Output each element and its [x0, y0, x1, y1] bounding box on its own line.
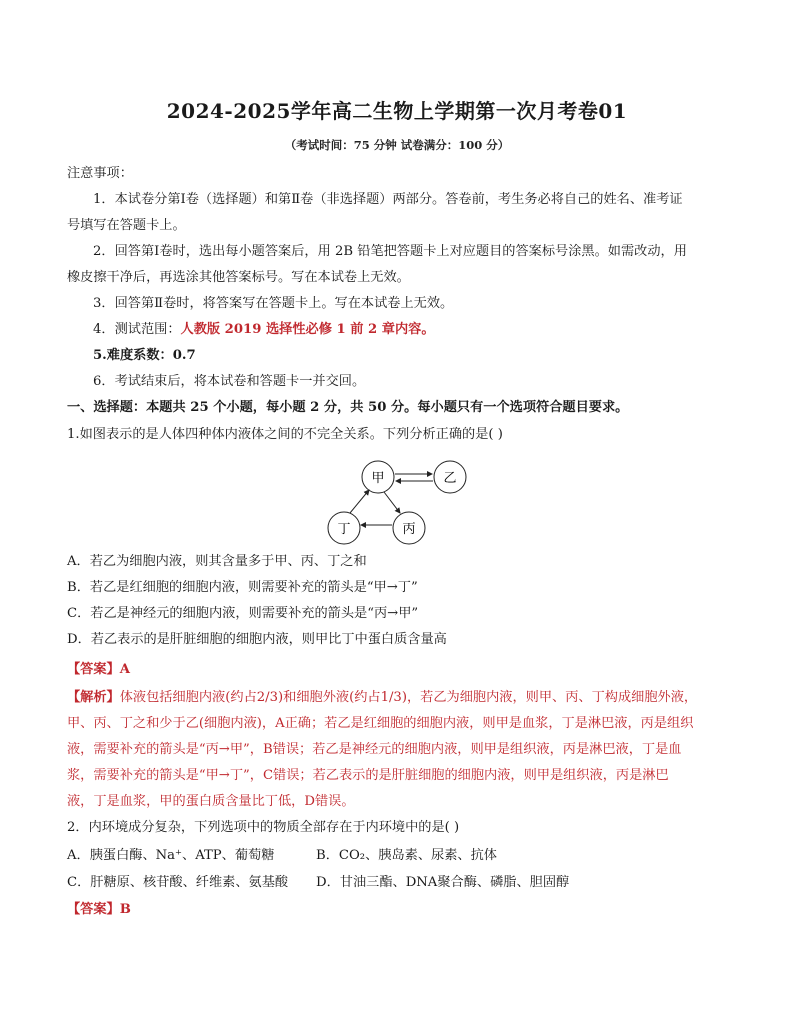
body-fluid-diagram: [320, 455, 480, 555]
diagram-svg: [320, 455, 480, 555]
question-2-answer: [67, 900, 131, 920]
question-1-option-c: C．若乙是神经元的细胞内液，则需要补充的箭头是“丙→甲”: [67, 606, 419, 621]
question-1-option-d: D．若乙表示的是肝脏细胞的细胞内液，则甲比丁中蛋白质含量高: [67, 632, 447, 647]
analysis-text-1: 体液包括细胞内液(约占2/3)和细胞外液(约占1/3)，若乙为细胞内液，则甲、丙、丁构成细胞外液，: [119, 690, 698, 705]
answer-label: 【答案】: [67, 662, 120, 677]
notes-heading: 注意事项：: [67, 166, 133, 181]
node-bing-label: 丙: [402, 522, 416, 537]
question-2-option-a: A．胰蛋白酶、Na⁺、ATP、葡萄糖: [67, 848, 275, 863]
answer-value: A: [119, 662, 130, 677]
note-2-line-2: 橡皮擦干净后，再选涂其他答案标号。写在本试卷上无效。: [67, 270, 410, 285]
note-1-line-2: 号填写在答题卡上。: [67, 218, 186, 233]
note-6: 6．考试结束后，将本试卷和答题卡一并交回。: [93, 374, 366, 389]
exam-info: （考试时间：75 分钟 试卷满分：100 分）: [284, 138, 510, 152]
node-ding-label: 丁: [337, 522, 351, 537]
note-4-scope: 人教版 2019 选择性必修 1 前 2 章内容。: [180, 322, 435, 337]
section-1-heading: 一、选择题：本题共 25 个小题，每小题 2 分，共 50 分。每小题只有一个选项符合题目要求。: [67, 400, 629, 415]
note-2-line-1: 2．回答第Ⅰ卷时，选出每小题答案后，用 2B 铅笔把答题卡上对应题目的答案标号涂黑。如需改动，用: [93, 244, 687, 259]
question-1-analysis-line-4: 浆，需要补充的箭头是“甲→丁”，C错误；若乙表示的是肝脏细胞的细胞内液，则甲是组织液，丙是淋巴: [67, 768, 669, 783]
note-4-label: 4．测试范围：: [93, 322, 181, 337]
question-2-option-b: B．CO₂、胰岛素、尿素、抗体: [316, 848, 497, 863]
arrow-ding-to-jia: [350, 490, 369, 513]
question-2-stem: 2．内环境成分复杂，下列选项中的物质全部存在于内环境中的是( ): [67, 820, 460, 835]
note-1-line-1: 1．本试卷分第Ⅰ卷（选择题）和第Ⅱ卷（非选择题）两部分。答卷前，考生务必将自己的姓名、准考证: [93, 192, 683, 207]
answer-label-2: 【答案】: [67, 902, 120, 917]
answer-value-2: B: [119, 902, 131, 917]
node-yi-label: 乙: [443, 471, 457, 486]
note-3: 3．回答第Ⅱ卷时，将答案写在答题卡上。写在本试卷上无效。: [93, 296, 454, 311]
question-1-option-b: B．若乙是红细胞的细胞内液，则需要补充的箭头是“甲→丁”: [67, 580, 418, 595]
question-2-option-d: D．甘油三酯、DNA聚合酶、磷脂、胆固醇: [316, 875, 570, 890]
question-1-analysis-line-3: 液，需要补充的箭头是“丙→甲”，B错误；若乙是神经元的细胞内液，则甲是组织液，丙是淋巴液，丁是血: [67, 742, 682, 757]
note-5: 5.难度系数：0.7: [93, 348, 196, 363]
question-1-answer: [67, 660, 130, 680]
node-jia-label: 甲: [371, 471, 385, 486]
question-1-analysis-line-2: 甲、丙、丁之和少于乙(细胞内液)，A正确；若乙是红细胞的细胞内液，则甲是血浆，丁是淋巴液，丙是组织: [67, 716, 694, 731]
question-1-analysis-line-5: 液，丁是血浆，甲的蛋白质含量比丁低，D错误。: [67, 794, 355, 809]
question-1-analysis-line-1: [67, 688, 697, 708]
question-1-option-a: A．若乙为细胞内液，则其含量多于甲、丙、丁之和: [67, 554, 367, 569]
question-2-option-c: C．肝糖原、核苷酸、纤维素、氨基酸: [67, 875, 289, 890]
question-1-stem: 1.如图表示的是人体四种体内液体之间的不完全关系。下列分析正确的是( ): [67, 427, 503, 442]
page-title: 2024-2025学年高二生物上学期第一次月考卷01: [166, 99, 628, 123]
note-4: [93, 320, 435, 340]
analysis-label: 【解析】: [67, 690, 120, 705]
arrow-jia-to-bing: [384, 492, 400, 513]
